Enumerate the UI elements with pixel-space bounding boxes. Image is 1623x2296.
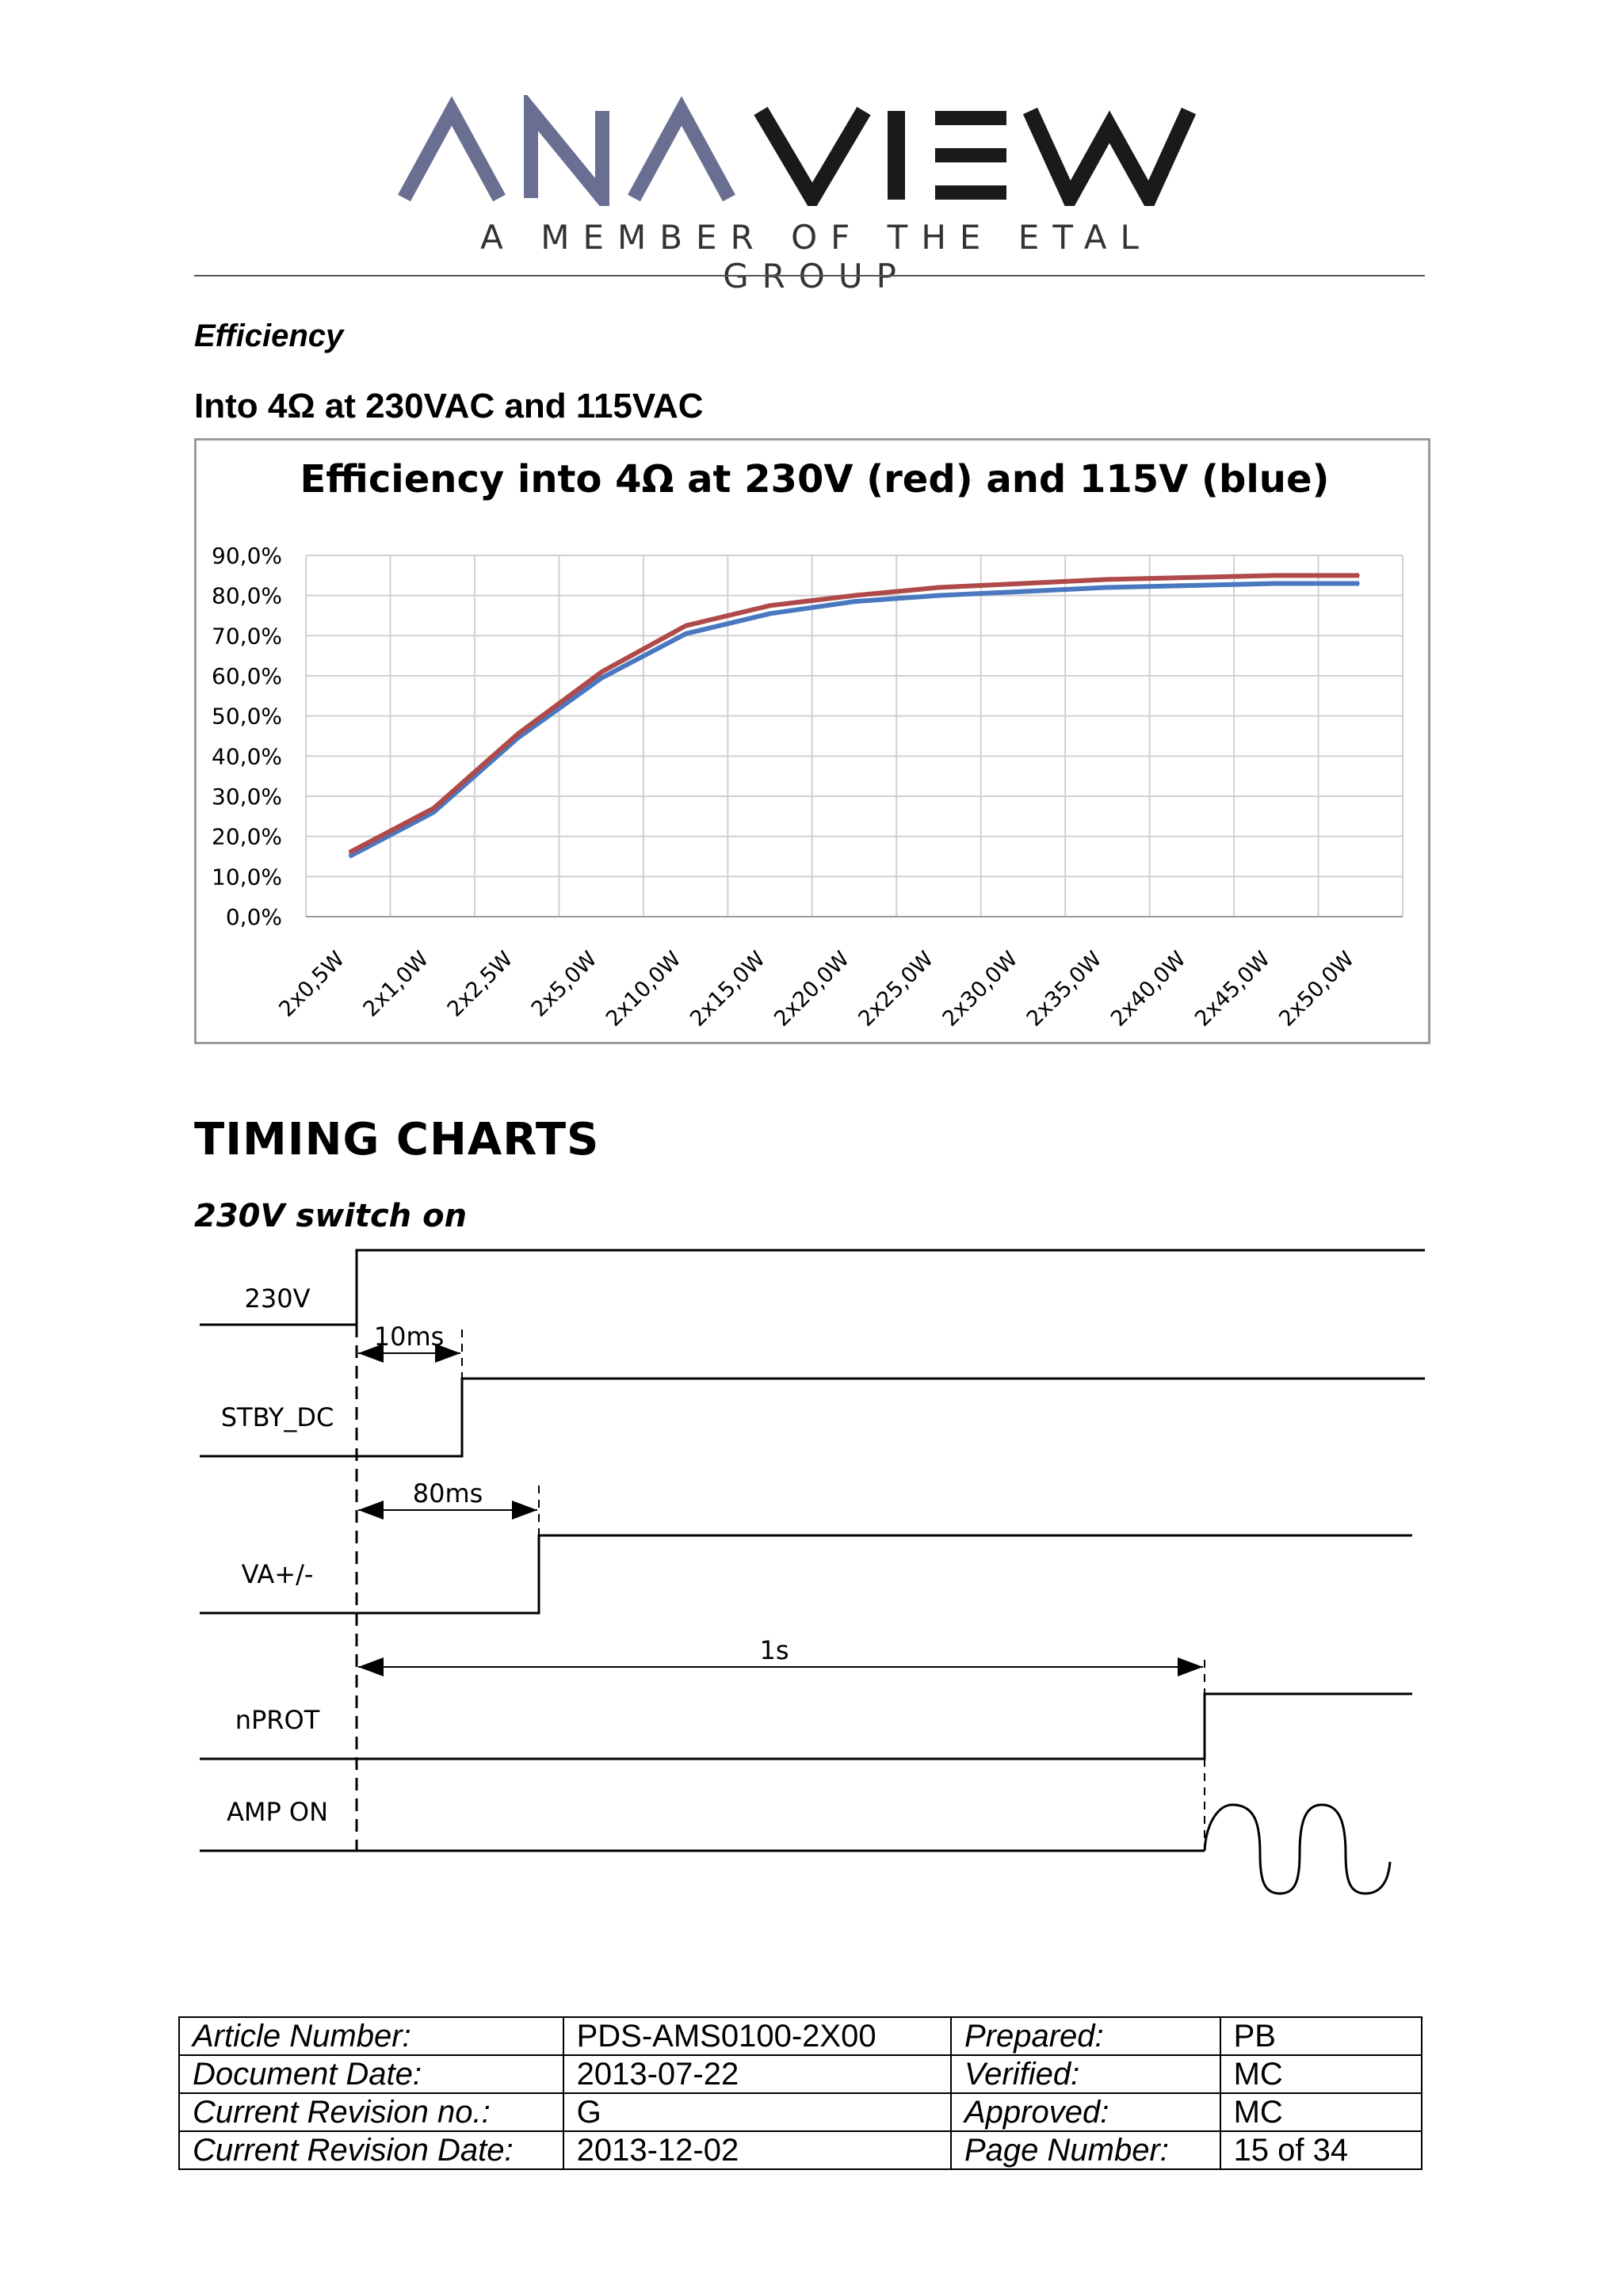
signal-230v [200, 1250, 1425, 1325]
revision-no-value: G [563, 2093, 951, 2131]
y-tick-label: 10,0% [212, 864, 282, 891]
data-point [601, 677, 603, 679]
approved-value: MC [1220, 2093, 1422, 2131]
signal-label-nprot: nPROT [235, 1705, 320, 1735]
x-tick-label: 2x40,0W [1106, 947, 1191, 1032]
amp-on-waveform [1205, 1805, 1390, 1894]
x-tick-label: 2x25,0W [854, 947, 939, 1032]
interval-label-1s: 1s [759, 1635, 789, 1665]
signal-label-va: VA+/- [241, 1559, 314, 1589]
revision-no-label: Current Revision no.: [179, 2093, 563, 2131]
verified-label: Verified: [951, 2055, 1220, 2093]
y-tick-label: 90,0% [212, 543, 282, 569]
series-line [349, 575, 1359, 852]
logo-wordmark [396, 95, 1236, 206]
data-point [938, 595, 939, 597]
data-point [1190, 585, 1192, 586]
data-point [1358, 582, 1360, 584]
timing-subtitle: 230V switch on [194, 1198, 468, 1234]
x-tick-label: 2x10,0W [601, 947, 686, 1032]
table-row [179, 2017, 1422, 2055]
x-tick-label: 2x5,0W [526, 947, 602, 1022]
data-point [1358, 574, 1360, 576]
table-row [179, 2093, 1422, 2131]
company-logo [396, 95, 1236, 296]
data-point [769, 605, 771, 606]
timing-charts-title: TIMING CHARTS [194, 1114, 600, 1165]
article-number-label: Article Number: [179, 2017, 563, 2055]
efficiency-chart [194, 438, 1430, 1044]
x-tick-label: 2x30,0W [938, 947, 1023, 1032]
data-point [1022, 582, 1023, 584]
table-row [179, 2055, 1422, 2093]
document-date-value: 2013-07-22 [563, 2055, 951, 2093]
signal-label-230v: 230V [244, 1283, 311, 1314]
data-point [938, 587, 939, 589]
y-tick-label: 70,0% [212, 623, 282, 650]
document-info-table [178, 2016, 1423, 2170]
x-tick-label: 2x35,0W [1022, 947, 1107, 1032]
series-line [349, 583, 1359, 856]
logo-tagline: A MEMBER OF THE ETAL GROUP [480, 218, 1152, 296]
x-tick-label: 2x2,5W [442, 947, 518, 1022]
data-point [433, 811, 434, 813]
y-tick-label: 60,0% [212, 663, 282, 689]
data-point [1274, 574, 1276, 576]
x-tick-label: 2x1,0W [358, 947, 434, 1022]
data-point [433, 807, 434, 809]
data-point [1022, 591, 1023, 593]
x-tick-label: 2x50,0W [1274, 947, 1359, 1032]
data-point [854, 595, 855, 597]
data-point [685, 625, 687, 627]
data-point [769, 612, 771, 614]
data-point [1106, 587, 1108, 589]
data-point [1190, 577, 1192, 578]
article-number-value: PDS-AMS0100-2X00 [563, 2017, 951, 2055]
signal-label-amp-on: AMP ON [226, 1797, 329, 1827]
data-point [349, 856, 350, 857]
signal-va [200, 1535, 1412, 1613]
x-axis-ticks [274, 947, 1359, 1032]
x-tick-label: 2x20,0W [769, 947, 854, 1032]
page-number-value: 15 of 34 [1220, 2131, 1422, 2169]
y-tick-label: 0,0% [225, 904, 282, 930]
revision-date-value: 2013-12-02 [563, 2131, 951, 2169]
page-number-label: Page Number: [951, 2131, 1220, 2169]
data-point [1106, 578, 1108, 580]
data-point [854, 601, 855, 602]
data-point [349, 852, 350, 853]
signal-stby-dc [200, 1379, 1425, 1456]
x-tick-label: 2x15,0W [685, 947, 770, 1032]
y-tick-label: 80,0% [212, 582, 282, 609]
y-axis-ticks [212, 543, 282, 930]
table-row [179, 2131, 1422, 2169]
timing-diagram [190, 1236, 1434, 1917]
verified-value: MC [1220, 2055, 1422, 2093]
signal-label-stby-dc: STBY_DC [220, 1402, 334, 1432]
approved-label: Approved: [951, 2093, 1220, 2131]
x-tick-label: 2x0,5W [274, 947, 349, 1022]
section-subtitle: Into 4Ω at 230VAC and 115VAC [194, 387, 704, 425]
y-tick-label: 20,0% [212, 823, 282, 850]
signal-nprot [200, 1694, 1412, 1759]
y-tick-label: 30,0% [212, 784, 282, 810]
data-point [1274, 582, 1276, 584]
prepared-label: Prepared: [951, 2017, 1220, 2055]
interval-label-10ms: 10ms [373, 1322, 445, 1352]
y-tick-label: 50,0% [212, 703, 282, 730]
interval-label-80ms: 80ms [412, 1478, 483, 1508]
data-point [517, 733, 518, 734]
document-date-label: Document Date: [179, 2055, 563, 2093]
chart-grid [306, 555, 1403, 917]
chart-canvas [197, 441, 1428, 1042]
data-point [685, 633, 687, 635]
header-divider [194, 275, 1425, 277]
x-tick-label: 2x45,0W [1190, 947, 1275, 1032]
chart-title: Efficiency into 4Ω at 230V (red) and 115V (blue) [300, 457, 1330, 502]
prepared-value: PB [1220, 2017, 1422, 2055]
revision-date-label: Current Revision Date: [179, 2131, 563, 2169]
data-point [601, 671, 603, 673]
section-title: Efficiency [194, 318, 344, 353]
y-tick-label: 40,0% [212, 743, 282, 770]
